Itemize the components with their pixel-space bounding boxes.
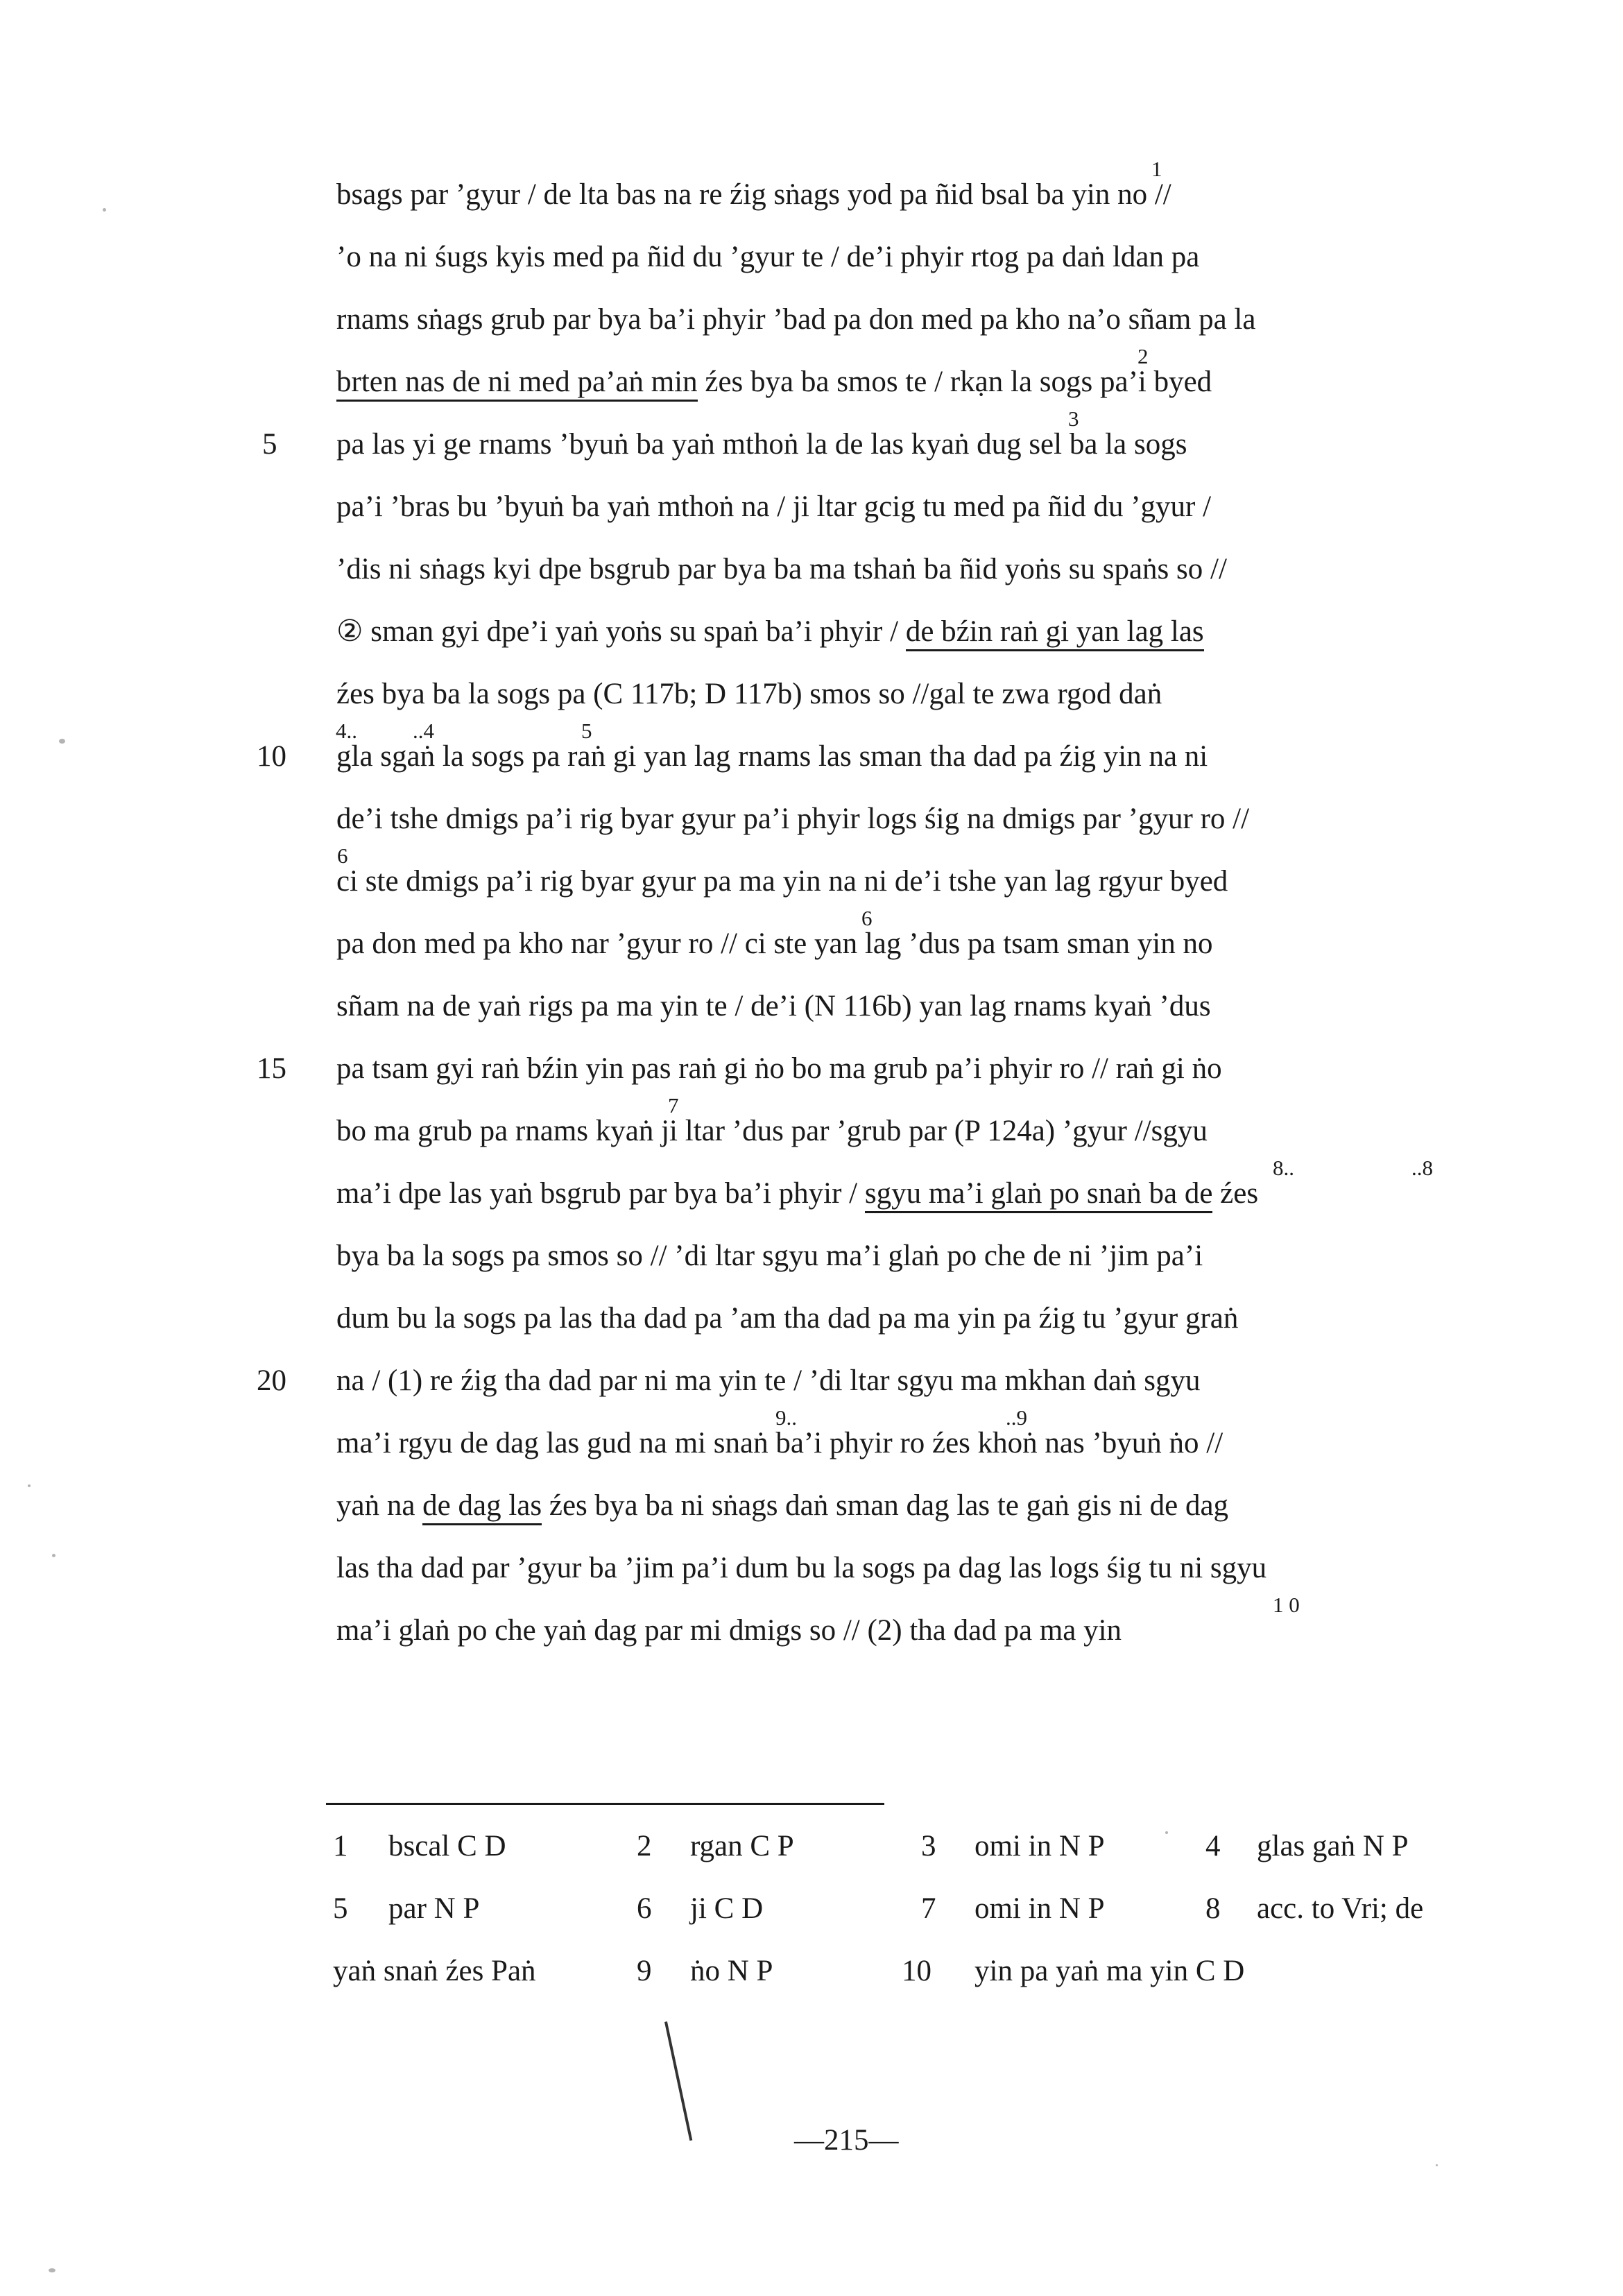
scan-speck xyxy=(1436,2164,1438,2166)
note-marker: 6 xyxy=(861,906,873,930)
note-marker: ..9 xyxy=(1006,1405,1027,1430)
text-line: bo ma grub pa rnams kyaṅ ji ltar ’dus par ’grub par (P 124a) ’gyur //sgyu xyxy=(336,1115,1208,1147)
footnote-text: omi in N P xyxy=(974,1830,1105,1862)
text-line: ci ste dmigs pa’i rig byar gyur pa ma yin na ni de’i tshe yan lag rgyur byed xyxy=(336,865,1228,898)
scan-speck xyxy=(1165,1831,1168,1834)
underlined-phrase: de dag las xyxy=(422,1489,542,1525)
note-marker: ..4 xyxy=(413,719,434,743)
note-marker: 7 xyxy=(668,1093,679,1117)
text-line: pa las yi ge rnams ’byuṅ ba yaṅ mthoṅ la de las kyaṅ dug sel ba la sogs xyxy=(336,428,1187,461)
footnote-text: yin pa yaṅ ma yin C D xyxy=(974,1955,1245,1987)
text-line: ma’i rgyu de dag las gud na mi snaṅ ba’i phyir ro źes khoṅ nas ’byuṅ ṅo // xyxy=(336,1427,1223,1459)
text-line: bya ba la sogs pa smos so // ’di ltar sgyu ma’i glaṅ po che de ni ’jim pa’i xyxy=(336,1240,1203,1272)
footnote-text: ji C D xyxy=(690,1892,764,1925)
footnote-number: 3 xyxy=(921,1830,936,1862)
underlined-phrase: de bźin raṅ gi yan lag las xyxy=(906,615,1204,651)
note-marker: 4.. xyxy=(336,719,357,743)
text-line: ② sman gyi dpe’i yaṅ yoṅs su spaṅ ba’i phyir / de bźin raṅ gi yan lag las xyxy=(336,614,1481,650)
footnote-number: 10 xyxy=(902,1955,931,1987)
footnote-number: 6 xyxy=(637,1892,652,1925)
footnote-text: ṅo N P xyxy=(690,1955,773,1987)
text-line: na / (1) re źig tha dad par ni ma yin te / ’di ltar sgyu ma mkhan daṅ sgyu xyxy=(336,1364,1201,1397)
text-line: pa don med pa kho nar ’gyur ro // ci ste yan lag ’dus pa tsam sman yin no xyxy=(336,927,1213,960)
line-number: 15 xyxy=(257,1052,286,1085)
scan-speck xyxy=(52,1554,55,1557)
footnote-number: 2 xyxy=(637,1830,652,1862)
note-marker: 1 0 xyxy=(1273,1593,1300,1617)
footnote-number: 7 xyxy=(921,1892,936,1925)
underlined-phrase: brten nas de ni med pa’aṅ min xyxy=(336,366,698,402)
footnote-number: 8 xyxy=(1205,1892,1221,1925)
text-line: gla sgaṅ la sogs pa raṅ gi yan lag rnams las sman tha dad pa źig yin na ni xyxy=(336,740,1208,773)
footnote-text: omi in N P xyxy=(974,1892,1105,1925)
note-marker: 8.. xyxy=(1273,1156,1294,1180)
text-line: las tha dad par ’gyur ba ’jim pa’i dum bu la sogs pa dag las logs śig tu ni sgyu xyxy=(336,1552,1267,1584)
text-line: pa tsam gyi raṅ bźin yin pas raṅ gi ṅo bo ma grub pa’i phyir ro // raṅ gi ṅo xyxy=(336,1052,1222,1085)
footnote-text: par N P xyxy=(388,1892,480,1925)
underlined-phrase: sgyu ma’i glaṅ po snaṅ ba de xyxy=(865,1177,1213,1213)
line-number: 10 xyxy=(257,740,286,773)
text-line: ma’i dpe las yaṅ bsgrub par bya ba’i phyir / sgyu ma’i glaṅ po snaṅ ba de źes xyxy=(336,1176,1481,1212)
note-marker: 3 xyxy=(1068,406,1079,431)
note-marker: ..8 xyxy=(1411,1156,1433,1180)
text-line: bsags par ’gyur / de lta bas na re źig sṅags yod pa ñid bsal ba yin no // xyxy=(336,178,1171,211)
text-line: źes bya ba la sogs pa (C 117b; D 117b) smos so //gal te zwa rgod daṅ xyxy=(336,678,1162,710)
text-line: sñam na de yaṅ rigs pa ma yin te / de’i (N 116b) yan lag rnams kyaṅ ’dus xyxy=(336,990,1211,1022)
footnote-text: rgan C P xyxy=(690,1830,794,1862)
footnote-rule xyxy=(326,1803,884,1805)
footnote-number: 5 xyxy=(333,1892,348,1925)
line-number: 20 xyxy=(257,1364,286,1397)
text-line: pa’i ’bras bu ’byuṅ ba yaṅ mthoṅ na / ji ltar gcig tu med pa ñid du ’gyur / xyxy=(336,490,1212,523)
text-line: ma’i glaṅ po che yaṅ dag par mi dmigs so // (2) tha dad pa ma yin xyxy=(336,1614,1122,1647)
note-marker: 2 xyxy=(1137,344,1149,368)
note-marker: 1 xyxy=(1151,157,1162,181)
page-number: —215— xyxy=(794,2124,899,2157)
text-line: rnams sṅags grub par bya ba’i phyir ’bad pa don med pa kho na’o sñam pa la xyxy=(336,303,1256,336)
note-marker: 6 xyxy=(337,843,348,868)
text-line: yaṅ na de dag las źes bya ba ni sṅags daṅ sman dag las te gaṅ gis ni de dag xyxy=(336,1488,1481,1524)
scan-speck xyxy=(59,739,65,744)
text-line: dum bu la sogs pa las tha dad pa ’am tha dad pa ma yin pa źig tu ’gyur graṅ xyxy=(336,1302,1239,1335)
text-line: ’dis ni sṅags kyi dpe bsgrub par bya ba ma tshaṅ ba ñid yoṅs su spaṅs so // xyxy=(336,553,1227,585)
text-line: ’o na ni śugs kyis med pa ñid du ’gyur te / de’i phyir rtog pa daṅ ldan pa xyxy=(336,241,1200,273)
pen-stroke xyxy=(664,2021,692,2141)
footnote-number: 9 xyxy=(637,1955,652,1987)
text-line: de’i tshe dmigs pa’i rig byar gyur pa’i phyir logs śig na dmigs par ’gyur ro // xyxy=(336,803,1250,835)
text-line: brten nas de ni med pa’aṅ min źes bya ba smos te / rkạn la sogs pa’i byed xyxy=(336,364,1481,400)
footnote-text: acc. to Vri; de xyxy=(1257,1892,1424,1925)
note-marker: 9.. xyxy=(775,1405,797,1430)
footnote-text: yaṅ snaṅ źes Paṅ xyxy=(333,1955,536,1987)
note-marker: 5 xyxy=(581,719,592,743)
line-number: 5 xyxy=(262,428,277,461)
footnote-number: 1 xyxy=(333,1830,348,1862)
scan-speck xyxy=(28,1484,31,1487)
scan-speck xyxy=(49,2268,55,2272)
scan-speck xyxy=(103,208,106,212)
footnote-number: 4 xyxy=(1205,1830,1221,1862)
footnote-text: glas gaṅ N P xyxy=(1257,1830,1409,1862)
footnote-text: bscal C D xyxy=(388,1830,506,1862)
